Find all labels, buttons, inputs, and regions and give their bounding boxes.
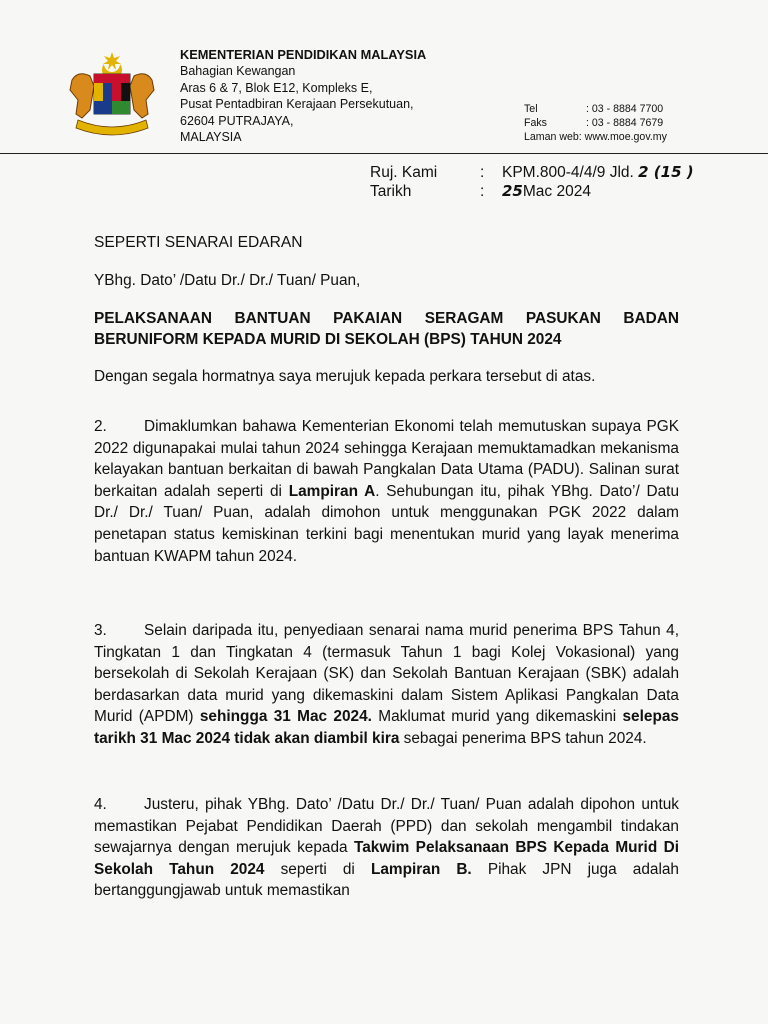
contact-block xyxy=(524,102,667,144)
paragraph-text: Selain daripada itu, penyediaan senarai nama murid penerima BPS Tahun 4, Tingkatan 1 dan Tingkatan 4 (termasuk Tahun 1 bagi Kolej Vokasional) yang bersekolah di Sekolah Kerajaan (SK) dan Sekolah Bantuan Kerajaan (SBK) adalah berdasarkan data murid yang dikemaskini dalam Sistem Aplikasi Pangkalan Data Murid (APDM) xyxy=(94,622,679,726)
handwritten-day: 25 xyxy=(502,182,523,200)
ruj-value: KPM.800-4/4/9 Jld. xyxy=(502,164,634,181)
paragraph-text: Justeru, pihak YBhg. Dato’ /Datu Dr./ Dr./ Tuan/ Puan adalah dipohon untuk memastikan Pejabat Pendidikan Daerah (PPD) dan sekolah mengambil tindakan sewajarnya dengan merujuk kepada xyxy=(94,796,679,857)
paragraph-text: . Sehubungan itu, pihak YBhg. Dato’/ Datu Dr./ Dr./ Tuan/ Puan, adalah dimohon untuk menggunakan PGK 2022 dalam penetapan status kemiskinan terkini bagi menentukan murid yang layak menerima bantuan KWAPM tahun 2024. xyxy=(94,482,680,565)
paragraph-text: seperti di xyxy=(264,860,371,878)
reference-row xyxy=(370,163,694,182)
paragraph-text: sebagai penerima BPS tahun 2024. xyxy=(399,729,647,747)
colon: : xyxy=(480,183,485,200)
paragraph-4 xyxy=(94,794,679,902)
address-line: Pusat Pentadbiran Kerajaan Persekutuan, xyxy=(180,97,414,112)
reference-block xyxy=(370,163,694,201)
salutation: YBhg. Dato’ /Datu Dr./ Dr./ Tuan/ Puan, xyxy=(94,272,361,289)
letterhead-divider xyxy=(0,153,768,154)
contact-label: Faks xyxy=(524,117,547,129)
paragraph-text: Maklumat murid yang dikemaskini xyxy=(371,708,623,726)
contact-row xyxy=(524,130,667,144)
recipient: SEPERTI SENARAI EDARAN xyxy=(94,234,303,251)
paragraph-number: 3. xyxy=(94,622,107,639)
contact-value: : 03 - 8884 7679 xyxy=(586,117,664,129)
subject-heading: PELAKSANAAN BANTUAN PAKAIAN SERAGAM PASUKAN BADAN BERUNIFORM KEPADA MURID DI SEKOLAH (BPS) TAHUN 2024 xyxy=(94,310,679,348)
address-line: 62604 PUTRAJAYA, xyxy=(180,113,294,128)
paragraph-bold: Lampiran B. xyxy=(370,860,472,878)
date-value: Mac 2024 xyxy=(522,183,591,200)
handwritten-ref: 2 (15 ) xyxy=(638,163,694,181)
paragraph-text: Pihak JPN juga adalah bertanggungjawab untuk memastikan xyxy=(94,860,679,900)
paragraph-text: Dimaklumkan bahawa Kementerian Ekonomi telah memutuskan supaya PGK 2022 digunapakai mulai tahun 2024 sehingga Kerajaan memuktamadkan mekanisma kelayakan bantuan berkaitan di bawah Pangkalan Data Utama (PADU). Salinan surat berkaitan adalah seperti di xyxy=(94,418,679,500)
paragraph-bold: selepas tarikh 31 Mac 2024 tidak akan diambil kira xyxy=(94,708,679,747)
paragraph-number: 4. xyxy=(94,796,107,813)
paragraph-bold: sehingga 31 Mac 2024. xyxy=(199,708,372,726)
colon: : xyxy=(480,164,485,181)
address-line: Aras 6 & 7, Blok E12, Kompleks E, xyxy=(180,80,373,95)
malaysia-coat-of-arms-icon xyxy=(64,50,160,140)
paragraph-2 xyxy=(94,416,679,567)
contact-row xyxy=(524,102,667,116)
address-line: Bahagian Kewangan xyxy=(180,64,296,79)
ruj-label: Ruj. Kami xyxy=(370,164,438,181)
paragraph-number: 2. xyxy=(94,418,107,435)
date-row xyxy=(370,182,694,201)
paragraph-bold: Takwim Pelaksanaan BPS Kepada Murid Di Sekolah Tahun 2024 xyxy=(94,839,679,878)
contact-label: Laman web xyxy=(524,131,579,143)
contact-value: : www.moe.gov.my xyxy=(578,131,667,143)
contact-value: : 03 - 8884 7700 xyxy=(586,103,664,115)
ministry-name: KEMENTERIAN PENDIDIKAN MALAYSIA xyxy=(180,47,427,62)
paragraph-3 xyxy=(94,620,679,750)
paragraph-bold: Lampiran A xyxy=(288,482,376,500)
tarikh-label: Tarikh xyxy=(370,183,412,200)
contact-label: Tel xyxy=(524,103,538,115)
contact-row xyxy=(524,116,667,130)
ministry-address xyxy=(180,47,426,145)
address-line: MALAYSIA xyxy=(180,130,242,145)
opening-sentence: Dengan segala hormatnya saya merujuk kepada perkara tersebut di atas. xyxy=(94,368,596,385)
